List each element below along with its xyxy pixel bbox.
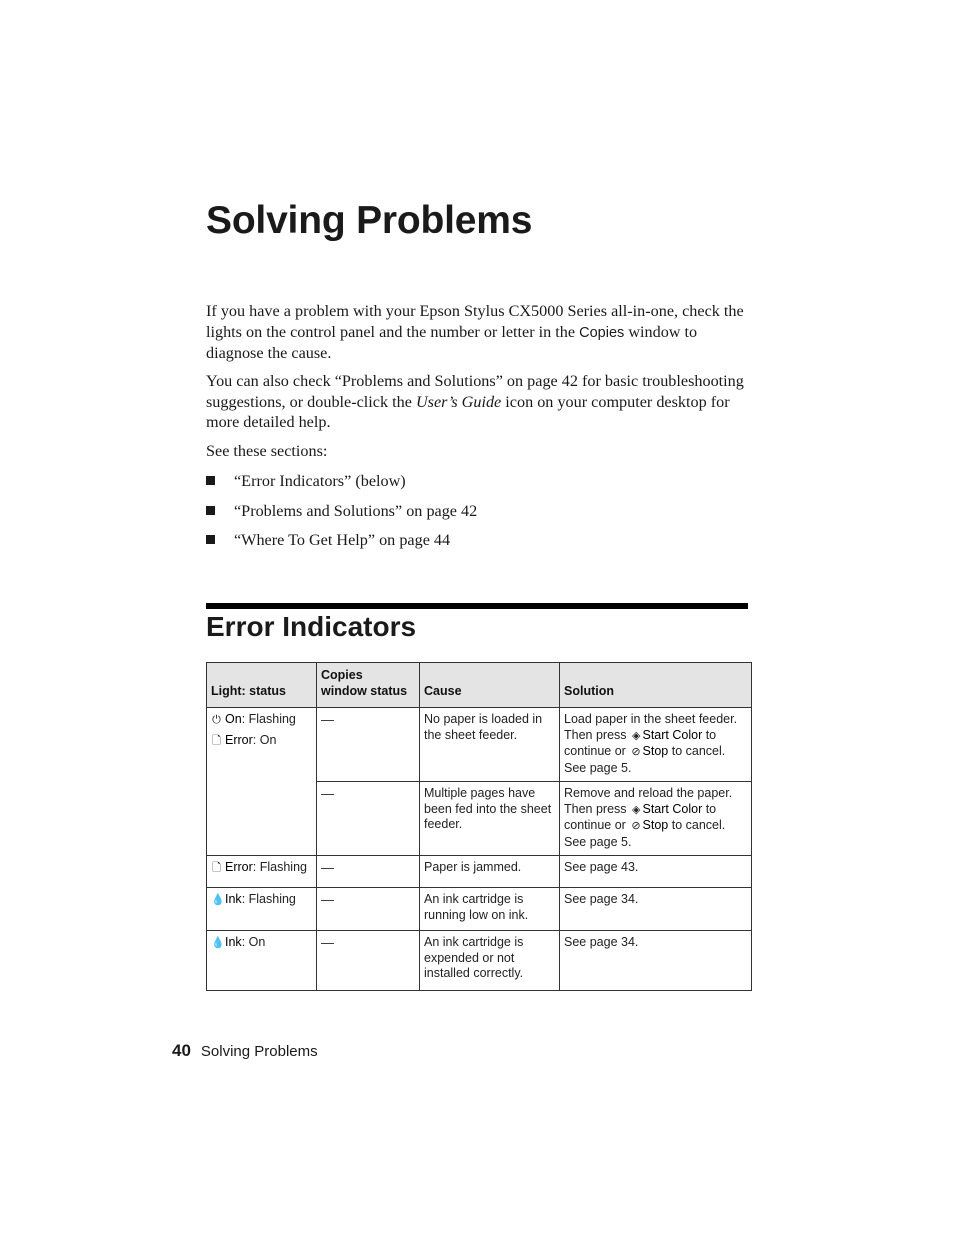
- light-name: On: [225, 712, 242, 726]
- solution-text: Remove and reload the paper. Then press: [564, 786, 733, 816]
- solution-cell: [560, 782, 752, 856]
- solution-text: to cancel. See page 5.: [564, 744, 726, 775]
- header-copies-window: [317, 663, 420, 708]
- power-icon: ⏻: [212, 714, 221, 726]
- header-solution: Solution: [560, 663, 752, 708]
- solution-cell: See page 43.: [560, 856, 752, 888]
- start-diamond-icon: ◈: [632, 803, 641, 816]
- start-color-label: Start Color: [642, 801, 703, 816]
- stop-label: Stop: [642, 818, 669, 832]
- light-name: Error: [225, 860, 253, 874]
- start-color-label: Start Color: [642, 727, 703, 742]
- page-footer: [172, 1040, 318, 1063]
- cause-cell: Multiple pages have been fed into the sheet feeder.: [420, 782, 560, 856]
- light-status-cell: [207, 931, 317, 991]
- light-status: : On: [241, 935, 266, 949]
- cause-cell: An ink cartridge is expended or not installed correctly.: [420, 931, 560, 991]
- stop-icon: ⊘: [631, 746, 641, 758]
- header-light-status: Light: status: [207, 663, 317, 708]
- copies-status-cell: —: [317, 782, 420, 856]
- solution-cell: See page 34.: [560, 888, 752, 931]
- solution-text: to continue or: [564, 801, 717, 832]
- solution-cell: See page 34.: [560, 931, 752, 991]
- intro-text: If you have a problem with your Epson Stylus CX5000 Series all-in-one, check the lights on the control panel and the number or letter in the: [206, 302, 744, 341]
- table-row: [207, 931, 752, 991]
- section-link-error-indicators[interactable]: [206, 471, 406, 491]
- section-link-where-to-get-help[interactable]: [206, 530, 450, 550]
- cause-cell: Paper is jammed.: [420, 856, 560, 888]
- section-link-problems-solutions[interactable]: [206, 501, 477, 521]
- stop-icon: ⊘: [631, 820, 641, 832]
- bullet-icon: [206, 476, 215, 485]
- list-item-label: “Error Indicators” (below): [234, 472, 406, 490]
- intro-text: You can also check “Problems and Solutions” on page 42 for basic troubleshooting suggestions, or double-click the: [206, 372, 744, 411]
- copies-term: Copies: [579, 324, 625, 341]
- stop-label: Stop: [642, 744, 669, 758]
- paper-error-icon: 🗋: [212, 862, 221, 874]
- solution-cell: [560, 708, 752, 782]
- section-heading: Error Indicators: [206, 611, 417, 642]
- ink-drop-icon: 💧: [211, 894, 225, 906]
- copies-status-cell: —: [317, 856, 420, 888]
- light-status: : Flashing: [241, 892, 296, 906]
- copies-status-cell: —: [317, 708, 420, 782]
- table-header-row: [207, 663, 752, 708]
- error-indicators-table: [206, 662, 752, 991]
- table-row: [207, 888, 752, 931]
- intro-paragraph-2: [206, 371, 751, 433]
- header-label: window status: [321, 683, 408, 698]
- table-row: [207, 708, 752, 782]
- light-status-cell: [207, 888, 317, 931]
- copies-status-cell: —: [317, 931, 420, 991]
- intro-paragraph-3: See these sections:: [206, 442, 328, 460]
- light-error-on: [211, 733, 312, 750]
- light-status: : On: [252, 732, 277, 747]
- light-on-flashing: [211, 712, 312, 729]
- header-cause: Cause: [420, 663, 560, 708]
- page-number: 40: [172, 1041, 191, 1060]
- intro-text: window to diagnose the cause.: [206, 322, 698, 362]
- users-guide-term: User’s Guide: [415, 392, 502, 411]
- solution-text: to cancel. See page 5.: [564, 818, 726, 849]
- page-title: Solving Problems: [206, 199, 533, 242]
- ink-drop-icon: 💧: [211, 937, 225, 949]
- footer-section-name: Solving Problems: [200, 1043, 318, 1060]
- copies-status-cell: —: [317, 888, 420, 931]
- solution-text: to continue or: [564, 727, 717, 758]
- header-label: Copies: [321, 668, 363, 682]
- light-name: Error: [225, 732, 253, 747]
- table-row: [207, 856, 752, 888]
- cause-cell: An ink cartridge is running low on ink.: [420, 888, 560, 931]
- list-item-label: “Where To Get Help” on page 44: [234, 531, 451, 549]
- solution-text: Load paper in the sheet feeder. Then press: [564, 712, 738, 742]
- light-status-cell: [207, 856, 317, 888]
- bullet-icon: [206, 535, 215, 544]
- light-status: : Flashing: [252, 860, 307, 874]
- light-name: Ink: [225, 935, 242, 949]
- list-item-label: “Problems and Solutions” on page 42: [234, 502, 478, 520]
- light-name: Ink: [225, 892, 242, 906]
- start-diamond-icon: ◈: [632, 729, 641, 742]
- light-status-cell: [207, 708, 317, 856]
- cause-cell: No paper is loaded in the sheet feeder.: [420, 708, 560, 782]
- intro-text: icon on your computer desktop for more detailed help.: [206, 392, 730, 431]
- bullet-icon: [206, 506, 215, 515]
- intro-paragraph-1: [206, 301, 751, 364]
- paper-error-icon: 🗋: [212, 734, 221, 747]
- light-status: : Flashing: [241, 712, 296, 726]
